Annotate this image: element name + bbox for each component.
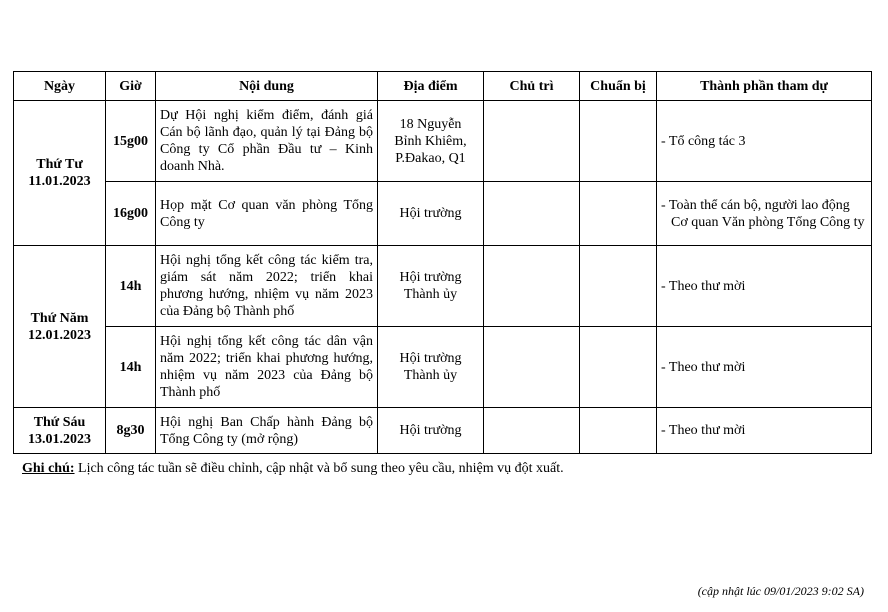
header-location: Địa điểm bbox=[378, 72, 484, 101]
participants-cell bbox=[657, 182, 872, 246]
last-updated: (cập nhật lúc 09/01/2023 9:02 SA) bbox=[697, 584, 864, 598]
participants-cell bbox=[657, 327, 872, 408]
content-cell: Hội nghị Ban Chấp hành Đảng bộ Tổng Công ty (mở rộng) bbox=[156, 408, 378, 454]
location-line: Hội trường bbox=[399, 423, 462, 438]
participants-cell bbox=[657, 246, 872, 327]
content-cell: Họp mặt Cơ quan văn phòng Tổng Công ty bbox=[156, 182, 378, 246]
note-text: Lịch công tác tuần sẽ điều chỉnh, cập nhật và bổ sung theo yêu cầu, nhiệm vụ đột xuất. bbox=[74, 461, 564, 476]
chair-cell bbox=[484, 246, 580, 327]
day-cell bbox=[14, 101, 106, 246]
location-cell bbox=[378, 408, 484, 454]
content-cell: Hội nghị tổng kết công tác kiểm tra, giám sát năm 2022; triển khai phương hướng, nhiệm vụ năm 2023 của Đảng bộ Thành phố bbox=[156, 246, 378, 327]
table-header bbox=[14, 72, 872, 101]
day-name: Thứ Tư bbox=[36, 157, 83, 172]
participants-line: - Theo thư mời bbox=[661, 359, 746, 375]
time-cell: 14h bbox=[106, 327, 156, 408]
header-time: Giờ bbox=[106, 72, 156, 101]
chair-cell bbox=[484, 182, 580, 246]
table-body bbox=[14, 101, 872, 454]
chair-cell bbox=[484, 408, 580, 454]
prep-cell bbox=[580, 408, 657, 454]
location-line: 18 Nguyễn bbox=[399, 116, 462, 132]
location-cell bbox=[378, 182, 484, 246]
chair-cell bbox=[484, 101, 580, 182]
prep-cell bbox=[580, 101, 657, 182]
time-cell: 8g30 bbox=[106, 408, 156, 454]
participants-line: - Tổ công tác 3 bbox=[661, 133, 746, 149]
day-cell bbox=[14, 246, 106, 408]
content-cell: Hội nghị tổng kết công tác dân vận năm 2022; triển khai phương hướng, nhiệm vụ năm 2023 của Đảng bộ Thành phố bbox=[156, 327, 378, 408]
header-row bbox=[14, 72, 872, 101]
schedule-note bbox=[22, 461, 564, 477]
chair-cell bbox=[484, 327, 580, 408]
prep-cell bbox=[580, 327, 657, 408]
header-participants: Thành phần tham dự bbox=[657, 72, 872, 101]
day-date: 13.01.2023 bbox=[28, 431, 91, 447]
participants-line: - Theo thư mời bbox=[661, 278, 746, 294]
participants-cell bbox=[657, 101, 872, 182]
location-cell bbox=[378, 327, 484, 408]
table-row bbox=[14, 408, 872, 454]
prep-cell bbox=[580, 182, 657, 246]
table-row bbox=[14, 182, 872, 246]
note-label: Ghi chú: bbox=[22, 461, 75, 476]
participants-line: - Toàn thể cán bộ, người lao động bbox=[661, 197, 850, 213]
day-name: Thứ Năm bbox=[30, 310, 89, 326]
time-cell: 14h bbox=[106, 246, 156, 327]
location-line: Hội trường bbox=[399, 206, 462, 221]
location-line: Thành ủy bbox=[403, 287, 458, 302]
location-cell bbox=[378, 101, 484, 182]
location-line: Hội trường bbox=[399, 351, 462, 366]
table-row bbox=[14, 101, 872, 182]
location-line: Thành ủy bbox=[403, 368, 458, 383]
participants-line: Cơ quan Văn phòng Tổng Công ty bbox=[671, 214, 865, 230]
day-date: 12.01.2023 bbox=[28, 327, 91, 343]
day-date: 11.01.2023 bbox=[28, 174, 91, 189]
header-content: Nội dung bbox=[156, 72, 378, 101]
participants-line: - Theo thư mời bbox=[661, 423, 746, 438]
schedule-table bbox=[13, 71, 872, 454]
content-cell: Dự Hội nghị kiểm điểm, đánh giá Cán bộ lãnh đạo, quản lý tại Đảng bộ Công ty Cổ phần Đầu tư – Kinh doanh Nhà. bbox=[156, 101, 378, 182]
header-prep: Chuẩn bị bbox=[580, 72, 657, 101]
day-name: Thứ Sáu bbox=[33, 414, 86, 430]
location-cell bbox=[378, 246, 484, 327]
location-line: Bỉnh Khiêm, bbox=[394, 133, 467, 149]
time-cell: 15g00 bbox=[106, 101, 156, 182]
day-cell bbox=[14, 408, 106, 454]
time-cell: 16g00 bbox=[106, 182, 156, 246]
location-line: Hội trường bbox=[399, 270, 462, 285]
table-row bbox=[14, 246, 872, 327]
prep-cell bbox=[580, 246, 657, 327]
header-chair: Chủ trì bbox=[484, 72, 580, 101]
table-row bbox=[14, 327, 872, 408]
location-line: P.Đakao, Q1 bbox=[395, 150, 466, 166]
header-day: Ngày bbox=[14, 72, 106, 101]
participants-cell bbox=[657, 408, 872, 454]
